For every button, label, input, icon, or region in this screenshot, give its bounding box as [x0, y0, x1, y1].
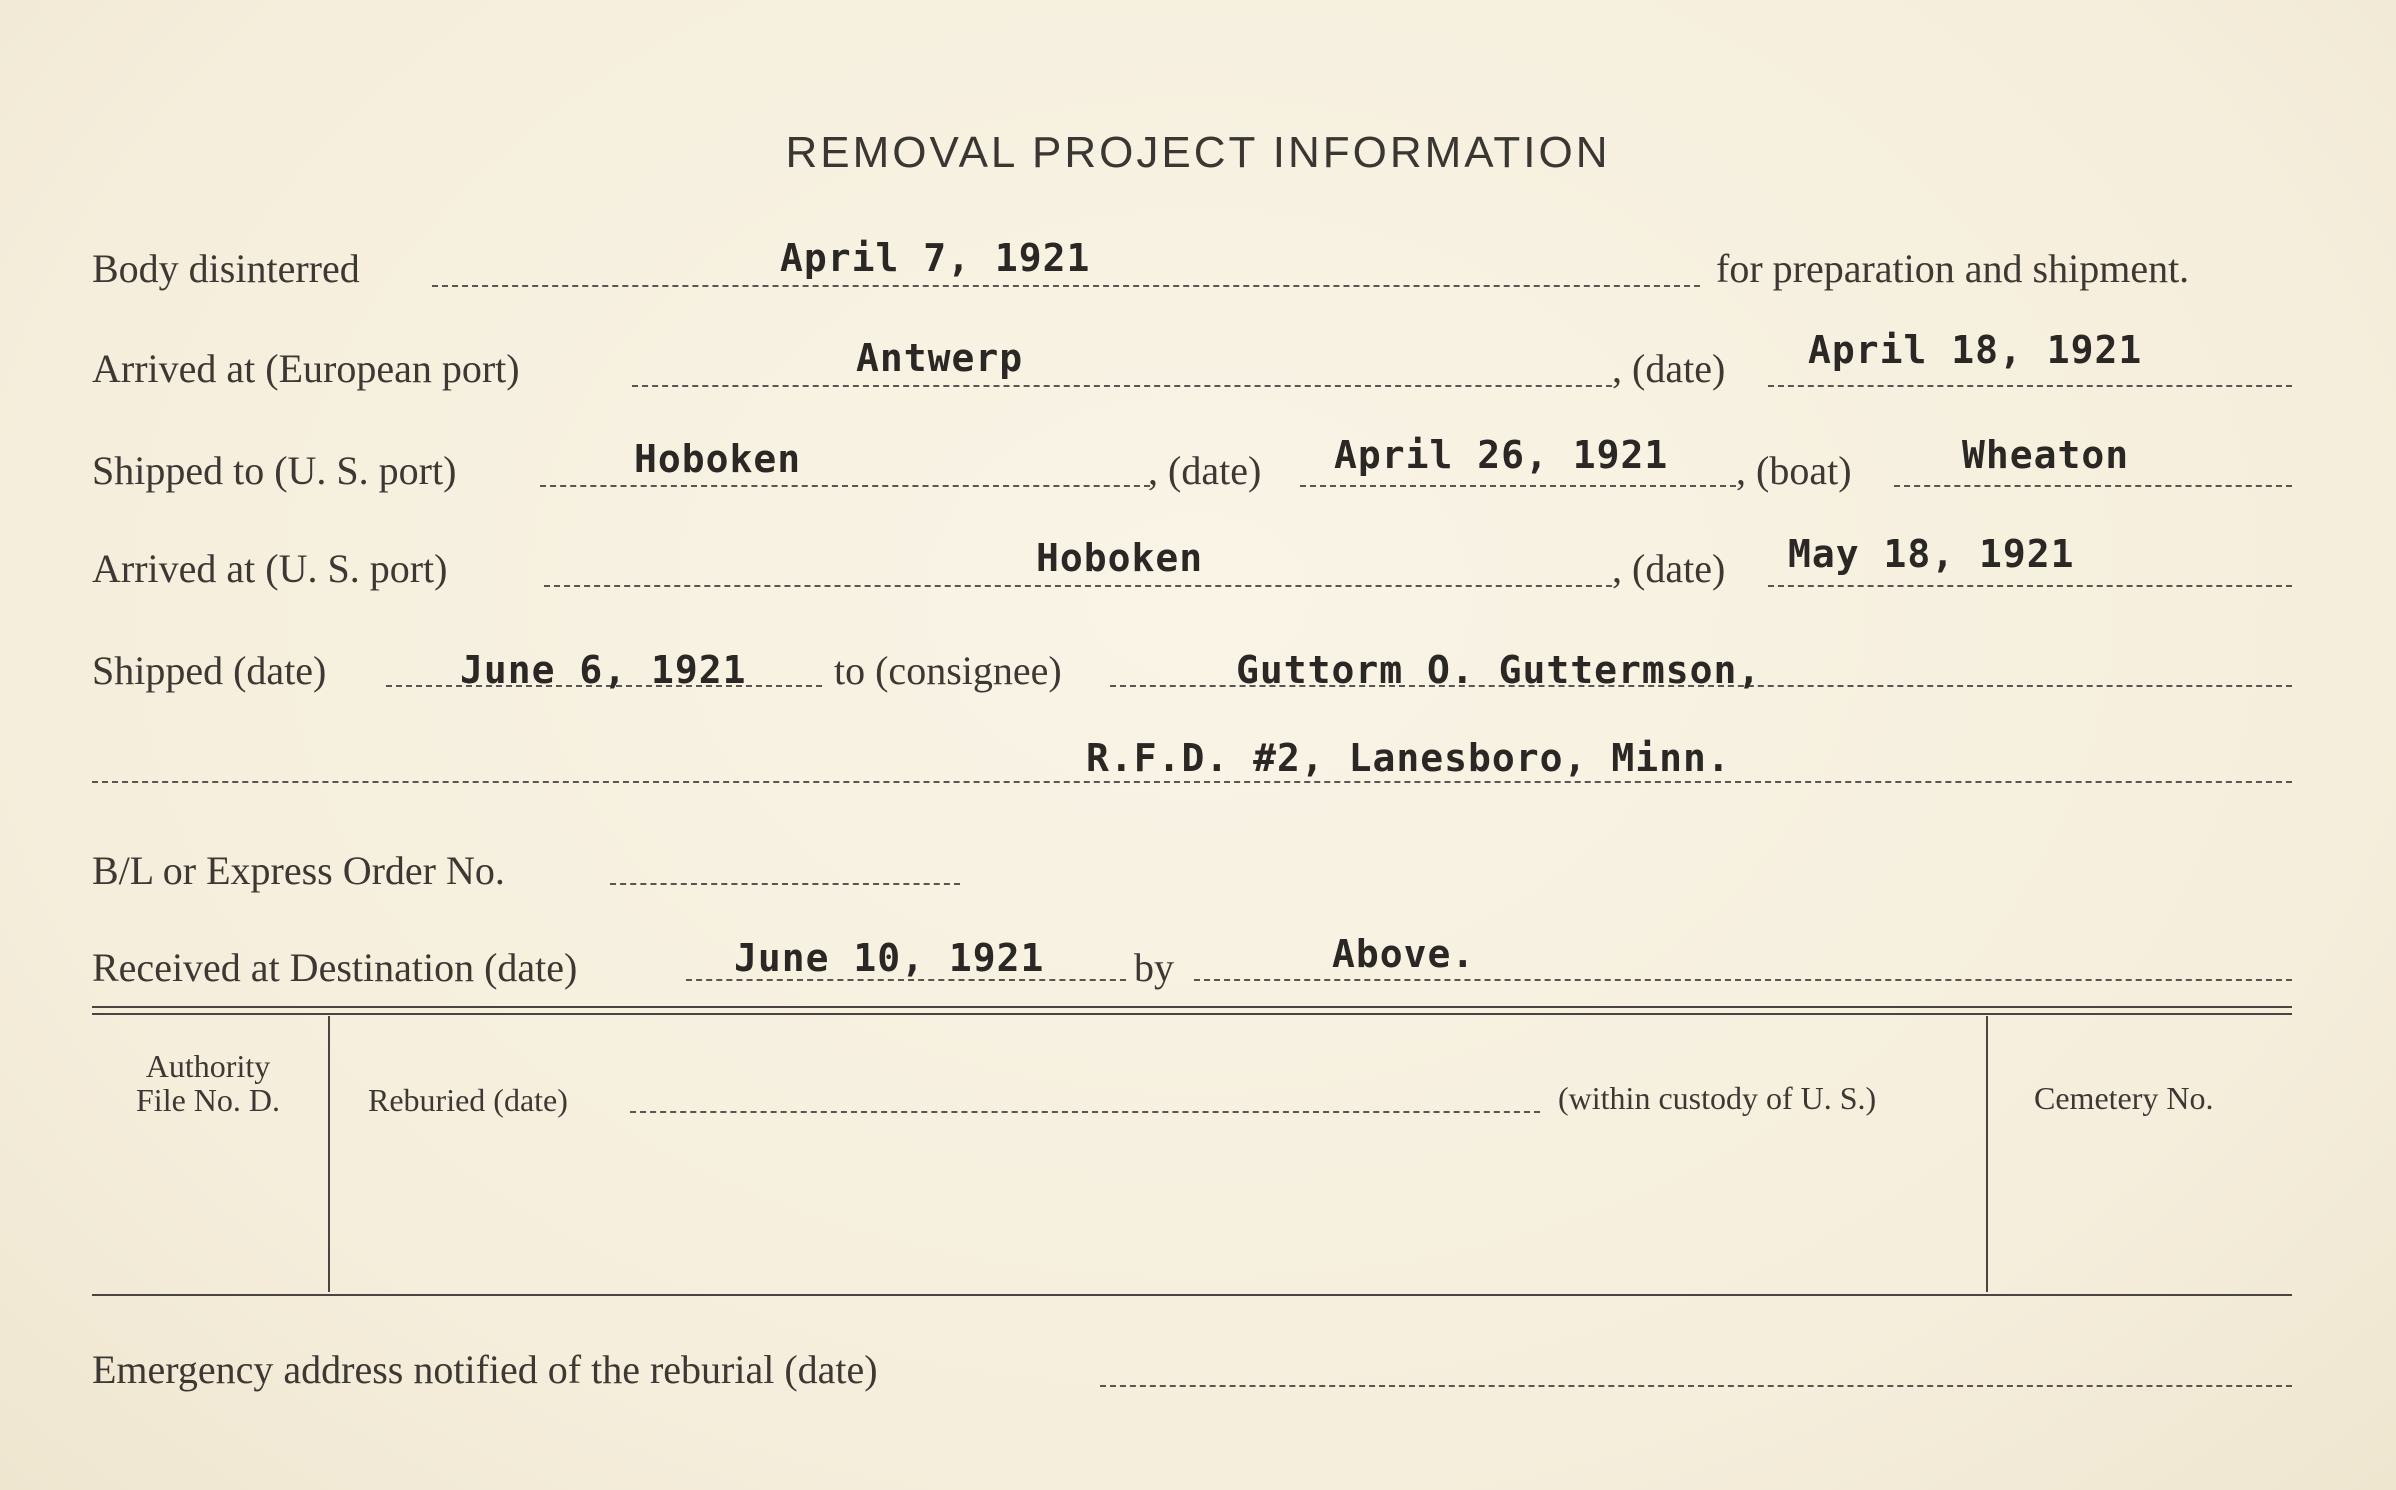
- custody-label: (within custody of U. S.): [1558, 1080, 1877, 1116]
- authority-file-label: File No. D.: [136, 1082, 280, 1118]
- authority-label: Authority: [145, 1048, 271, 1084]
- address-line: [92, 781, 2292, 783]
- cemetery-number-label: Cemetery No.: [2034, 1080, 2214, 1116]
- received-by-line: [1194, 979, 2292, 981]
- consignee-label: to (consignee): [834, 648, 1062, 693]
- us-port-arrived-label: Arrived at (U. S. port): [92, 546, 448, 591]
- bl-express-order-label: B/L or Express Order No.: [92, 848, 505, 893]
- boat-line: [1894, 485, 2292, 487]
- us-port-arrived-value[interactable]: Hoboken: [1036, 536, 1204, 580]
- reburied-date-label: Reburied (date): [368, 1082, 568, 1118]
- emergency-address-date-line[interactable]: [1100, 1385, 2292, 1387]
- reburied-date-line[interactable]: [630, 1111, 1540, 1113]
- european-port-value[interactable]: Antwerp: [856, 336, 1024, 380]
- us-port-shipped-date-label: , (date): [1148, 448, 1262, 493]
- received-by-label: by: [1134, 945, 1174, 990]
- received-destination-value[interactable]: June 10, 1921: [734, 936, 1045, 980]
- us-port-shipped-date-value[interactable]: April 26, 1921: [1334, 433, 1669, 477]
- us-port-arrived-date-value[interactable]: May 18, 1921: [1788, 532, 2075, 576]
- boat-label: , (boat): [1736, 448, 1852, 493]
- consignee-value[interactable]: Guttorm O. Guttermson,: [1236, 648, 1762, 692]
- body-disinterred-label: Body disinterred: [92, 246, 360, 291]
- european-port-label: Arrived at (European port): [92, 346, 520, 391]
- table-top-rule-inner: [92, 1013, 2292, 1015]
- emergency-address-label: Emergency address notified of the reburial (date): [92, 1347, 878, 1392]
- european-port-date-value[interactable]: April 18, 1921: [1808, 328, 2143, 372]
- bl-express-order-line[interactable]: [610, 883, 960, 885]
- us-port-arrived-date-label: , (date): [1612, 546, 1726, 591]
- consignee-address-value[interactable]: R.F.D. #2, Lanesboro, Minn.: [1086, 736, 1731, 780]
- received-destination-label: Received at Destination (date): [92, 945, 578, 990]
- card-title: REMOVAL PROJECT INFORMATION: [785, 128, 1611, 177]
- table-top-rule: [92, 1006, 2292, 1008]
- authority-column-divider: [328, 1016, 330, 1292]
- european-port-date-label: , (date): [1612, 346, 1726, 391]
- table-bottom-rule: [92, 1294, 2292, 1296]
- body-disinterred-value[interactable]: April 7, 1921: [780, 236, 1091, 280]
- us-port-shipped-date-line: [1300, 485, 1736, 487]
- us-port-arrived-date-line: [1768, 585, 2292, 587]
- boat-value[interactable]: Wheaton: [1962, 433, 2130, 477]
- us-port-shipped-value[interactable]: Hoboken: [634, 437, 802, 481]
- us-port-shipped-label: Shipped to (U. S. port): [92, 448, 457, 493]
- preparation-shipment-label: for preparation and shipment.: [1716, 246, 2190, 291]
- european-port-date-line: [1768, 385, 2292, 387]
- european-port-line: [632, 385, 1612, 387]
- cemetery-column-divider: [1986, 1016, 1988, 1292]
- us-port-arrived-line: [544, 585, 1612, 587]
- received-by-value[interactable]: Above.: [1332, 932, 1476, 976]
- shipped-date-value[interactable]: June 6, 1921: [460, 648, 747, 692]
- shipped-date-label: Shipped (date): [92, 648, 327, 693]
- body-disinterred-line: [432, 285, 1700, 287]
- us-port-shipped-line: [540, 485, 1150, 487]
